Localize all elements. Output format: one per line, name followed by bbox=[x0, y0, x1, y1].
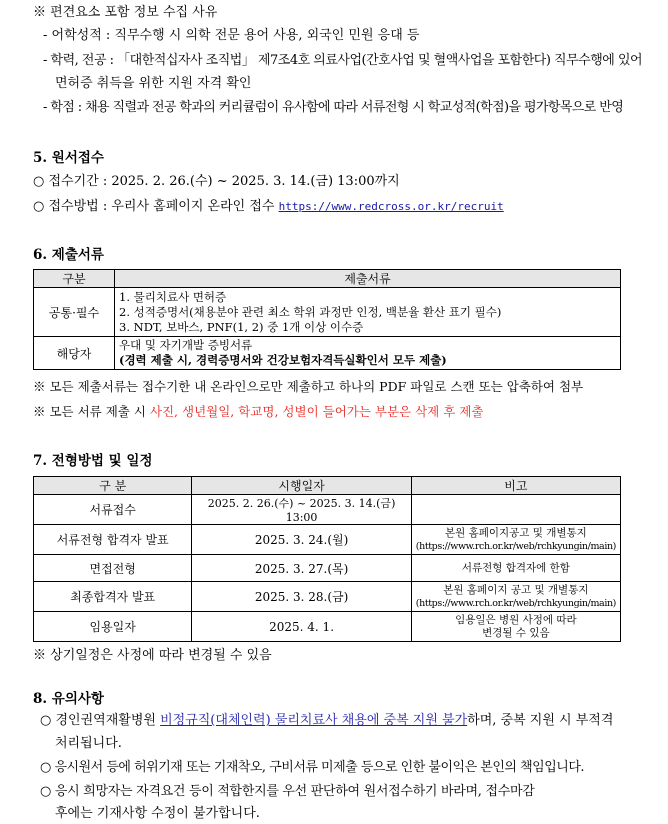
table-row bbox=[34, 555, 621, 582]
notice-item-false-entry: ○ 응시원서 등에 허위기재 또는 기재착오, 구비서류 미제출 등으로 인한 불이익은 본인의 책임입니다. bbox=[40, 760, 585, 775]
schedule-phase: 서류접수 bbox=[34, 495, 192, 525]
documents-row-common-label: 공통·필수 bbox=[34, 288, 115, 337]
document-item: 1. 물리치료사 면허증 bbox=[119, 289, 227, 304]
documents-table bbox=[33, 269, 621, 370]
schedule-col-note: 비고 bbox=[411, 477, 620, 495]
schedule-note-url: (https://www.rch.or.kr/web/rchkyungin/main) bbox=[415, 540, 616, 552]
notice-item-qualification-cont: 후에는 기재사항 수정이 불가합니다. bbox=[55, 806, 260, 821]
documents-row-applicable-label: 해당자 bbox=[34, 337, 115, 370]
schedule-note-line: 본원 홈페이지공고 및 개별통지 bbox=[444, 526, 587, 539]
section-8-title: 8. 유의사항 bbox=[33, 691, 104, 707]
schedule-note bbox=[411, 555, 620, 582]
schedule-date: 2025. 3. 27.(목) bbox=[192, 555, 411, 582]
schedule-col-phase: 구 분 bbox=[34, 477, 192, 495]
schedule-table bbox=[33, 476, 621, 642]
application-period: ○ 접수기간 : 2025. 2. 26.(수) ~ 2025. 3. 14.(금) 13:00까지 bbox=[33, 174, 400, 189]
table-row bbox=[34, 525, 621, 555]
document-item: (경력 제출 시, 경력증명서와 건강보험자격득실확인서 모두 제출) bbox=[119, 353, 447, 367]
documents-col-docs: 제출서류 bbox=[115, 270, 621, 288]
schedule-note-line: 변경될 수 있음 bbox=[482, 626, 550, 639]
application-method-label: ○ 접수방법 : 우리사 홈페이지 온라인 접수 bbox=[33, 199, 279, 214]
documents-note-delete-warning: 사진, 생년월일, 학교명, 성별이 들어가는 부분은 삭제 후 제출 bbox=[149, 404, 484, 419]
document-item: 3. NDT, 보바스, PNF(1, 2) 중 1개 이상 이수증 bbox=[119, 319, 364, 334]
schedule-note-line: 본원 홈페이지 공고 및 개별통지 bbox=[443, 583, 589, 596]
intro-item-language: - 어학성적 : 직무수행 시 의학 전문 용어 사용, 외국인 민원 응대 등 bbox=[43, 28, 420, 43]
schedule-note-line: 임용일은 병원 사정에 따라 bbox=[455, 613, 577, 626]
schedule-note bbox=[411, 612, 620, 642]
documents-note-upload: ※ 모든 제출서류는 접수기한 내 온라인으로만 제출하고 하나의 PDF 파일로 스캔 또는 압축하여 첨부 bbox=[33, 379, 584, 394]
schedule-note bbox=[411, 495, 620, 525]
intro-item-education-cont: 면허증 취득을 위한 지원 자격 확인 bbox=[55, 76, 252, 91]
intro-item-grades: - 학점 : 채용 직렬과 전공 학과의 커리큘럼이 유사함에 따라 서류전형 시 학교성적(학점)을 평가항목으로 반영 bbox=[43, 100, 624, 115]
schedule-col-date: 시행일자 bbox=[192, 477, 411, 495]
intro-item-education: - 학력, 전공 : 「대한적십자사 조직법」 제7조4호 의료사업(간호사업 및 혈액사업을 포함한다) 직무수행에 있어 bbox=[43, 53, 643, 68]
documents-note-delete-prefix: ※ 모든 서류 제출 시 bbox=[33, 404, 150, 419]
schedule-phase: 서류전형 합격자 발표 bbox=[34, 525, 192, 555]
schedule-phase: 최종합격자 발표 bbox=[34, 582, 192, 612]
section-6-title: 6. 제출서류 bbox=[33, 247, 104, 263]
recruit-link[interactable]: https://www.redcross.or.kr/recruit bbox=[278, 200, 504, 213]
documents-col-category: 구분 bbox=[34, 270, 115, 288]
schedule-phase: 임용일자 bbox=[34, 612, 192, 642]
schedule-note bbox=[411, 525, 620, 555]
schedule-note bbox=[411, 582, 620, 612]
intro-title: ※ 편견요소 포함 정보 수집 사유 bbox=[33, 5, 218, 20]
section-7-title: 7. 전형방법 및 일정 bbox=[33, 453, 153, 469]
schedule-date: 2025. 2. 26.(수) ~ 2025. 3. 14.(금) 13:00 bbox=[192, 495, 411, 525]
document-item: 우대 및 자기개발 증빙서류 bbox=[119, 338, 253, 352]
schedule-footnote: ※ 상기일정은 사정에 따라 변경될 수 있음 bbox=[33, 648, 272, 663]
notice-item-duplicate-suffix: 하며, 중복 지원 시 부적격 bbox=[467, 713, 614, 728]
schedule-date: 2025. 4. 1. bbox=[192, 612, 411, 642]
schedule-phase: 면접전형 bbox=[34, 555, 192, 582]
notice-item-duplicate-highlight: 비정규직(대체인력) 물리치료사 채용에 중복 지원 불가 bbox=[160, 713, 468, 728]
application-method bbox=[33, 199, 504, 215]
schedule-note-line: 서류전형 합격자에 한함 bbox=[461, 561, 570, 574]
notice-item-duplicate bbox=[40, 713, 613, 729]
documents-row-common-items bbox=[115, 288, 621, 337]
schedule-note-url: (https://www.rch.or.kr/web/rchkyungin/main) bbox=[415, 597, 616, 609]
document-item: 2. 성적증명서(채용분야 관련 최소 학위 과정만 인정, 백분율 환산 표기 필수) bbox=[119, 304, 502, 319]
notice-item-qualification: ○ 응시 희망자는 자격요건 등이 적합한지를 우선 판단하여 원서접수하기 바라며, 접수마감 bbox=[40, 784, 535, 799]
documents-note-delete bbox=[33, 404, 483, 420]
schedule-date: 2025. 3. 24.(월) bbox=[192, 525, 411, 555]
table-row bbox=[34, 495, 621, 525]
table-row bbox=[34, 582, 621, 612]
notice-item-duplicate-cont: 처리됩니다. bbox=[55, 736, 122, 751]
section-5-title: 5. 원서접수 bbox=[33, 150, 104, 166]
table-row bbox=[34, 612, 621, 642]
documents-row-applicable-items bbox=[115, 337, 621, 370]
schedule-date: 2025. 3. 28.(금) bbox=[192, 582, 411, 612]
notice-item-duplicate-prefix: ○ 경인권역재활병원 bbox=[40, 713, 161, 728]
